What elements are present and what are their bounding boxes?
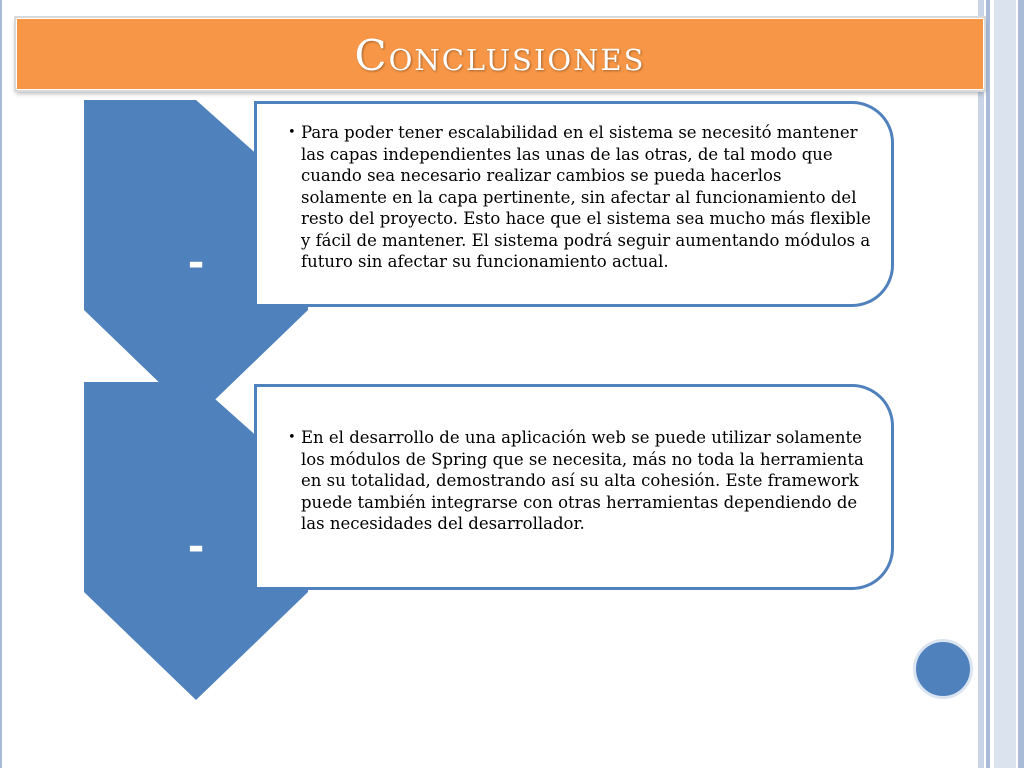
- step-2-label: -: [187, 524, 205, 570]
- step-2-bullet-text: • En el desarrollo de una aplicación web se puede utilizar solamente los módulos de Spring que se necesita, más no toda la herramienta en su totalidad, demostrando así su alta cohesión. Este framework puede también integrarse con otras herramientas dependiendo de las necesidades del desarrollador.: [301, 427, 871, 535]
- decorative-circle: [913, 639, 973, 699]
- title-banner: [16, 18, 984, 90]
- step-1-label: -: [187, 240, 205, 286]
- step-2-bullet-list: [257, 427, 891, 535]
- right-decorative-bars: [978, 0, 1024, 768]
- step-1-bullet-list: [257, 122, 891, 273]
- left-frame-rule: [0, 0, 2, 768]
- slide-title: Conclusiones: [354, 31, 646, 80]
- step-1-textbox: [254, 101, 894, 307]
- step-2-textbox: [254, 384, 894, 590]
- step-1-bullet-text: • Para poder tener escalabilidad en el sistema se necesitó mantener las capas independientes las unas de las otras, de tal modo que cuando sea necesario realizar cambios se pueda hacerlos solamente en la capa pertinente, sin afectar al funcionamiento del resto del proyecto. Esto hace que el sistema sea mucho más flexible y fácil de mantener. El sistema podrá seguir aumentando módulos a futuro sin afectar su funcionamiento actual.: [301, 122, 871, 273]
